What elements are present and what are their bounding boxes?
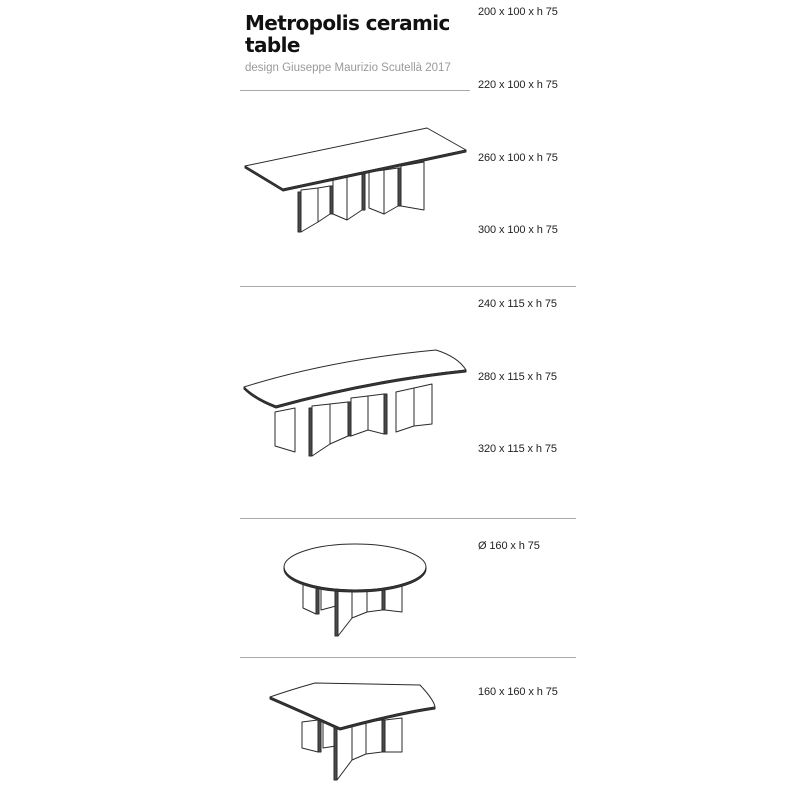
size-label-round-1: Ø 160 x h 75 (478, 540, 540, 552)
size-label-barrel-2: 280 x 115 x h 75 (478, 371, 557, 383)
size-label-rect-2: 220 x 100 x h 75 (478, 79, 558, 91)
size-label-rect-4: 300 x 100 x h 75 (478, 224, 558, 236)
size-label-rect-3: 260 x 100 x h 75 (478, 152, 558, 164)
size-label-rect-1: 200 x 100 x h 75 (478, 6, 558, 18)
barrel-table-drawing (244, 350, 466, 456)
square-table-drawing (270, 683, 435, 780)
rectangular-table-drawing (245, 128, 466, 232)
designer-credit: design Giuseppe Maurizio Scutellà 2017 (245, 62, 451, 74)
round-table-drawing (284, 544, 426, 636)
size-label-square-1: 160 x 160 x h 75 (478, 686, 558, 698)
product-title: Metropolis ceramic table (245, 11, 450, 57)
size-label-barrel-1: 240 x 115 x h 75 (478, 298, 557, 310)
size-label-barrel-3: 320 x 115 x h 75 (478, 443, 557, 455)
